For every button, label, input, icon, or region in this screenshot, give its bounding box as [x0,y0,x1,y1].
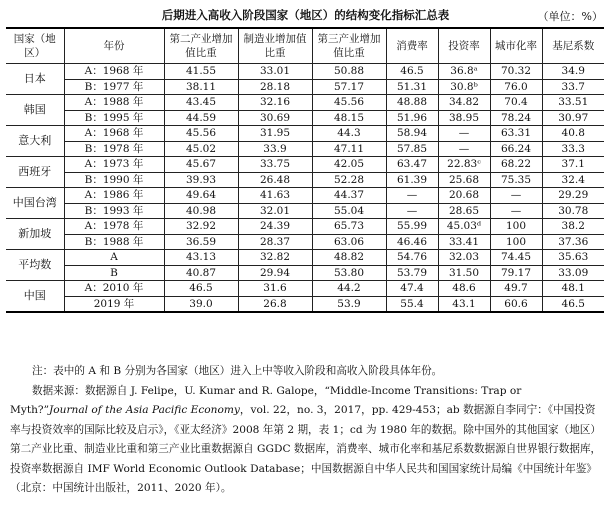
year-cell: B：1978 年 [64,141,164,157]
year-cell: B：1993 年 [64,203,164,219]
urbanization-cell: 100 [490,219,542,235]
consumption-cell: 63.47 [386,157,438,173]
country-cell: 平均数 [6,250,64,281]
investment-cell: 25.68 [438,172,490,188]
secondary-cell: 44.59 [164,110,238,126]
header-gini: 基尼系数 [542,28,604,64]
gini-cell: 33.51 [542,95,604,111]
header-year: 年份 [64,28,164,64]
gini-cell: 38.2 [542,219,604,235]
secondary-cell: 43.45 [164,95,238,111]
country-cell: 中国 [6,281,64,313]
year-cell: A [64,250,164,266]
secondary-cell: 49.64 [164,188,238,204]
header-secondary: 第二产业增加值比重 [164,28,238,64]
tertiary-cell: 48.15 [312,110,386,126]
year-cell: B：1995 年 [64,110,164,126]
gini-cell: 33.09 [542,265,604,281]
urbanization-cell: 70.32 [490,64,542,80]
table-row [6,110,604,126]
header-investment: 投资率 [438,28,490,64]
manufacturing-cell: 32.01 [238,203,312,219]
secondary-cell: 45.56 [164,126,238,142]
investment-cell: 43.1 [438,296,490,312]
investment-cell: 36.8ᵃ [438,64,490,80]
manufacturing-cell: 28.18 [238,79,312,95]
manufacturing-cell: 30.69 [238,110,312,126]
gini-cell: 40.8 [542,126,604,142]
table-note: 注：表中的 A 和 B 分别为各国家（地区）进入上中等收入阶段和高收入阶段具体年份。 [32,365,443,377]
tertiary-cell: 47.11 [312,141,386,157]
urbanization-cell: 100 [490,234,542,250]
country-cell: 韩国 [6,95,64,126]
secondary-cell: 43.13 [164,250,238,266]
table-row [6,296,604,312]
source-text-2: ，vol. 22，no. 3，2017，pp. 429-453；ab 数据源自李同宁：《中国投资率与投资效率的国际比较及启示》，《亚太经济》2008 年第 2 期，表 1；cd 为 1980 年的数据。除中国外的其他国家（地区）第二产业比重、制造业比重和第三产业比重数据源自 GGDC 数据库，消费率、城市化率和基尼系数数据源自世界银行数据库，投资率数据源自 IMF World Economic Outlook Database；中国数据源自中华人民共和国国家统计局编《中国统计年鉴》（北京：中国统计出版社，2011、2020 年）。 [10,404,602,494]
tertiary-cell: 52.28 [312,172,386,188]
secondary-cell: 41.55 [164,64,238,80]
gini-cell: 33.3 [542,141,604,157]
table-row [6,188,604,204]
secondary-cell: 36.59 [164,234,238,250]
investment-cell: 31.50 [438,265,490,281]
gini-cell: 32.4 [542,172,604,188]
secondary-cell: 46.5 [164,281,238,297]
investment-cell: 34.82 [438,95,490,111]
secondary-cell: 40.98 [164,203,238,219]
investment-cell: 30.8ᵇ [438,79,490,95]
manufacturing-cell: 32.16 [238,95,312,111]
gini-cell: 30.97 [542,110,604,126]
unit-label: （单位：%） [537,10,603,23]
table-row [6,250,604,266]
urbanization-cell: 76.0 [490,79,542,95]
year-cell: A：2010 年 [64,281,164,297]
consumption-cell: 51.96 [386,110,438,126]
manufacturing-cell: 33.01 [238,64,312,80]
header-row [6,28,604,64]
manufacturing-cell: 41.63 [238,188,312,204]
manufacturing-cell: 28.37 [238,234,312,250]
urbanization-cell: — [490,203,542,219]
secondary-cell: 45.02 [164,141,238,157]
urbanization-cell: 60.6 [490,296,542,312]
year-cell: A：1988 年 [64,95,164,111]
investment-cell: 32.03 [438,250,490,266]
table-body [6,64,604,313]
table-row [6,157,604,173]
table-row [6,64,604,80]
consumption-cell: 48.88 [386,95,438,111]
urbanization-cell: 49.7 [490,281,542,297]
year-cell: B：1990 年 [64,172,164,188]
tertiary-cell: 44.2 [312,281,386,297]
manufacturing-cell: 26.8 [238,296,312,312]
gini-cell: 34.9 [542,64,604,80]
table-row [6,265,604,281]
tertiary-cell: 55.04 [312,203,386,219]
investment-cell: 22.83ᶜ [438,157,490,173]
country-cell: 中国台湾 [6,188,64,219]
tertiary-cell: 65.73 [312,219,386,235]
investment-cell: 28.65 [438,203,490,219]
year-cell: A：1978 年 [64,219,164,235]
secondary-cell: 32.92 [164,219,238,235]
consumption-cell: 53.79 [386,265,438,281]
investment-cell: — [438,141,490,157]
tertiary-cell: 63.06 [312,234,386,250]
investment-cell: 20.68 [438,188,490,204]
consumption-cell: 54.76 [386,250,438,266]
urbanization-cell: 70.4 [490,95,542,111]
urbanization-cell: 63.31 [490,126,542,142]
indicator-table [6,27,604,313]
consumption-cell: 61.39 [386,172,438,188]
urbanization-cell: 66.24 [490,141,542,157]
tertiary-cell: 45.56 [312,95,386,111]
urbanization-cell: 79.17 [490,265,542,281]
year-cell: A：1968 年 [64,64,164,80]
country-cell: 日本 [6,64,64,95]
table-row [6,141,604,157]
table-title: 后期进入高收入阶段国家（地区）的结构变化指标汇总表 [161,8,450,22]
table-row [6,234,604,250]
gini-cell: 37.36 [542,234,604,250]
source-journal: Journal of the Asia Pacific Economy [49,404,240,416]
year-cell: A：1968 年 [64,126,164,142]
manufacturing-cell: 31.6 [238,281,312,297]
gini-cell: 46.5 [542,296,604,312]
notes-block [10,362,602,499]
manufacturing-cell: 31.95 [238,126,312,142]
tertiary-cell: 53.80 [312,265,386,281]
investment-cell: 38.95 [438,110,490,126]
gini-cell: 48.1 [542,281,604,297]
consumption-cell: 47.4 [386,281,438,297]
header-country: 国家（地区） [6,28,64,64]
gini-cell: 37.1 [542,157,604,173]
secondary-cell: 45.67 [164,157,238,173]
title-row [0,7,611,25]
tertiary-cell: 50.88 [312,64,386,80]
header-consumption: 消费率 [386,28,438,64]
secondary-cell: 38.11 [164,79,238,95]
consumption-cell: — [386,203,438,219]
urbanization-cell: 68.22 [490,157,542,173]
secondary-cell: 39.0 [164,296,238,312]
investment-cell: 45.03ᵈ [438,219,490,235]
year-cell: A：1986 年 [64,188,164,204]
gini-cell: 33.7 [542,79,604,95]
header-tertiary: 第三产业增加值比重 [312,28,386,64]
table-row [6,172,604,188]
table-row [6,126,604,142]
country-cell: 意大利 [6,126,64,157]
urbanization-cell: 78.24 [490,110,542,126]
investment-cell: — [438,126,490,142]
consumption-cell: 51.31 [386,79,438,95]
tertiary-cell: 44.37 [312,188,386,204]
tertiary-cell: 44.3 [312,126,386,142]
year-cell: A：1973 年 [64,157,164,173]
secondary-cell: 39.93 [164,172,238,188]
table-row [6,79,604,95]
header-urbanization: 城市化率 [490,28,542,64]
urbanization-cell: — [490,188,542,204]
consumption-cell: 55.99 [386,219,438,235]
manufacturing-cell: 24.39 [238,219,312,235]
tertiary-cell: 42.05 [312,157,386,173]
tertiary-cell: 53.9 [312,296,386,312]
investment-cell: 33.41 [438,234,490,250]
manufacturing-cell: 32.82 [238,250,312,266]
data-source [10,382,602,499]
source-text-1: 数据来源：数据源自 J. Felipe，U. Kumar and R. Galope，“Middle-Income Transitions: Trap or Myth?” [10,384,522,416]
secondary-cell: 40.87 [164,265,238,281]
consumption-cell: 57.85 [386,141,438,157]
consumption-cell: — [386,188,438,204]
gini-cell: 30.78 [542,203,604,219]
consumption-cell: 46.46 [386,234,438,250]
manufacturing-cell: 29.94 [238,265,312,281]
table-row [6,95,604,111]
country-cell: 西班牙 [6,157,64,188]
table-row [6,219,604,235]
gini-cell: 29.29 [542,188,604,204]
urbanization-cell: 74.45 [490,250,542,266]
manufacturing-cell: 33.9 [238,141,312,157]
year-cell: B：1977 年 [64,79,164,95]
investment-cell: 48.6 [438,281,490,297]
manufacturing-cell: 26.48 [238,172,312,188]
country-cell: 新加坡 [6,219,64,250]
manufacturing-cell: 33.75 [238,157,312,173]
year-cell: B [64,265,164,281]
consumption-cell: 55.4 [386,296,438,312]
year-cell: 2019 年 [64,296,164,312]
gini-cell: 35.63 [542,250,604,266]
consumption-cell: 58.94 [386,126,438,142]
table-row [6,203,604,219]
table-row [6,281,604,297]
year-cell: B：1988 年 [64,234,164,250]
urbanization-cell: 75.35 [490,172,542,188]
header-manufacturing: 制造业增加值比重 [238,28,312,64]
tertiary-cell: 57.17 [312,79,386,95]
tertiary-cell: 48.82 [312,250,386,266]
consumption-cell: 46.5 [386,64,438,80]
